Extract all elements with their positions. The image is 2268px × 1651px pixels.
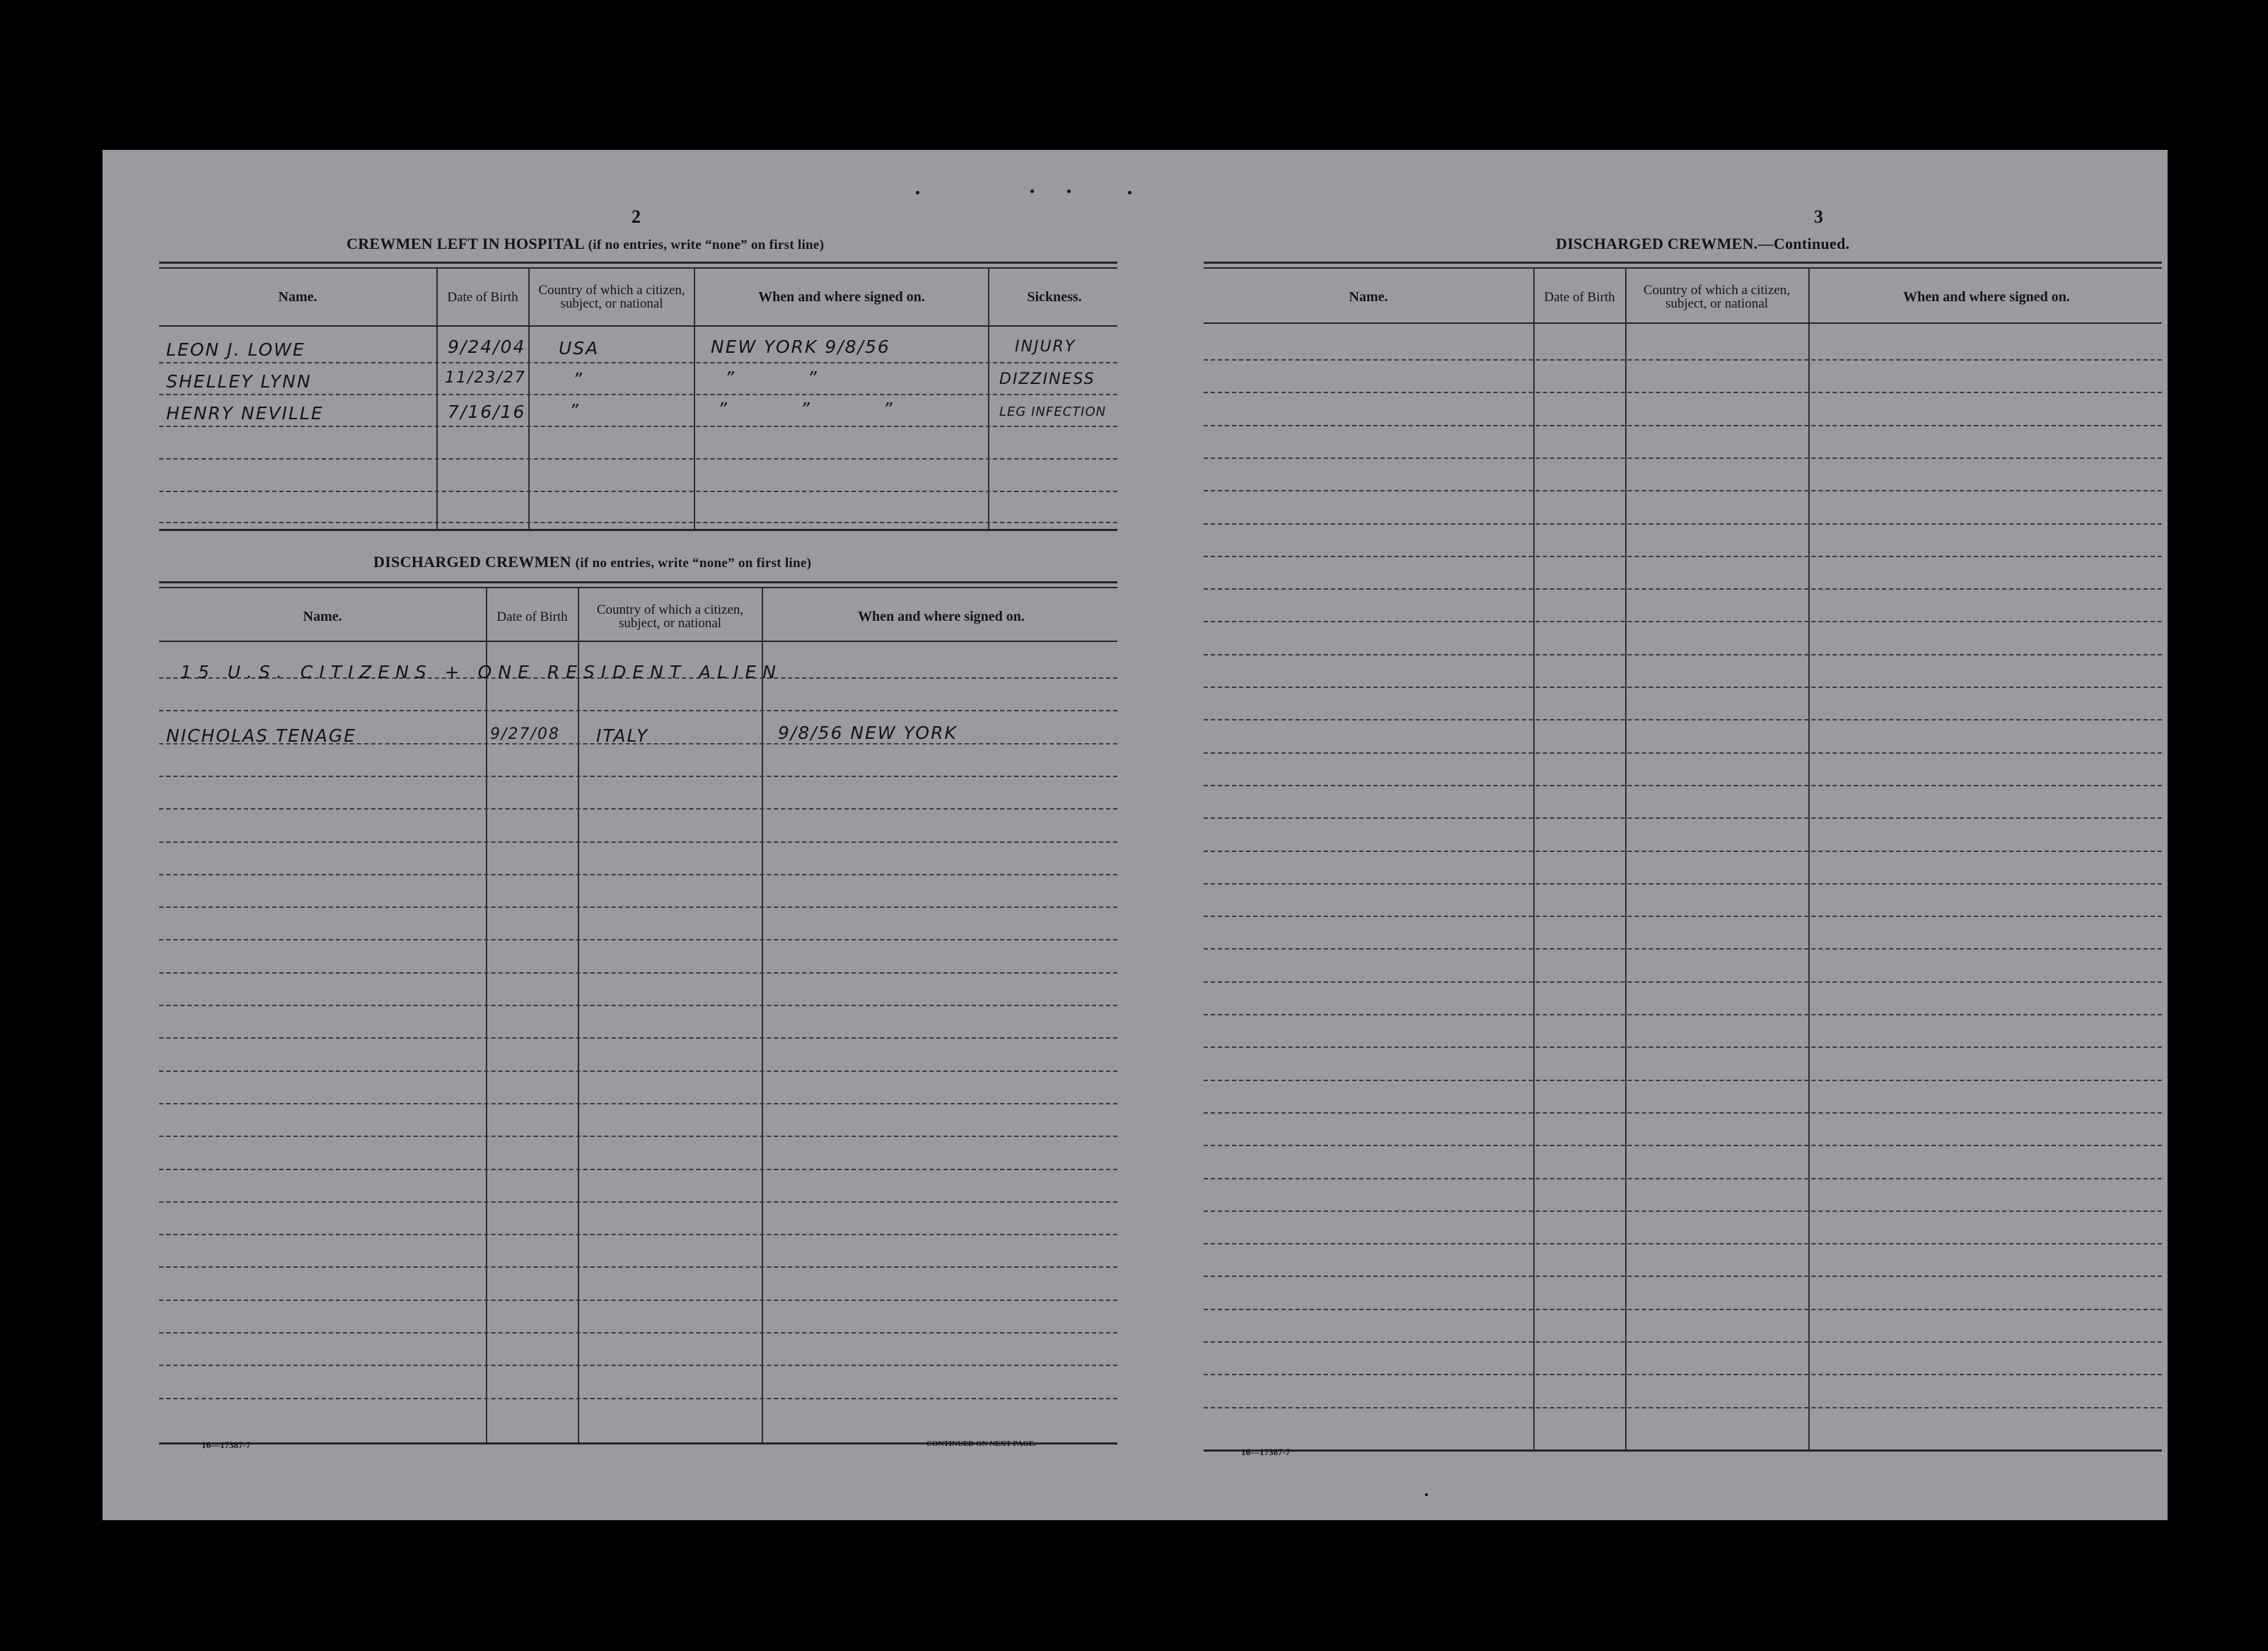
- ruled-line: [159, 939, 1117, 940]
- hospital-entry-signed-on: ” ” ”: [718, 399, 926, 419]
- discharged-note-line: 15 U.S. CITIZENS + ONE RESIDENT ALIEN: [180, 662, 782, 682]
- hospital-title-text: CREWMEN LEFT IN HOSPITAL: [347, 235, 584, 252]
- discharged-header-dob: Date of Birth: [496, 609, 568, 624]
- hospital-header-sickness: Sickness.: [1027, 289, 1082, 305]
- ruled-line: [159, 1169, 1117, 1170]
- ruled-line: [159, 1005, 1117, 1006]
- ruled-line: [159, 776, 1117, 777]
- hospital-row-line: [159, 458, 1117, 460]
- discharged-entry-country: ITALY: [596, 725, 649, 746]
- ruled-line: [1204, 687, 2162, 688]
- discharged-entry-dob: 9/27/08: [490, 725, 560, 743]
- page-number: 2: [632, 206, 641, 227]
- ruled-line: [1204, 1014, 2162, 1015]
- ruled-line: [159, 1201, 1117, 1203]
- continued-col-divider: [1808, 269, 1810, 1451]
- page-number: 3: [1814, 206, 1823, 227]
- hospital-entry-name: HENRY NEVILLE: [166, 403, 324, 424]
- ruled-line: [1204, 1145, 2162, 1146]
- hospital-header-name: Name.: [278, 289, 318, 305]
- ruled-line: [159, 1103, 1117, 1104]
- scan-speck: [1067, 189, 1071, 193]
- ruled-line: [1204, 1178, 2162, 1179]
- scan-speck: [1425, 1493, 1428, 1496]
- ruled-line: [1204, 1243, 2162, 1244]
- continued-header-signed-on: When and where signed on.: [1903, 289, 2070, 305]
- ruled-line: [1204, 588, 2162, 590]
- left-page: [103, 150, 1135, 1520]
- continued-col-divider: [1533, 269, 1535, 1451]
- hospital-entry-signed-on: ” ”: [725, 368, 851, 388]
- ruled-line: [1204, 621, 2162, 622]
- hospital-top-rule: [159, 262, 1117, 264]
- discharged-col-divider: [762, 588, 763, 1444]
- scan-speck: [916, 191, 919, 194]
- hospital-section-title: [347, 235, 824, 253]
- discharged-entry-signed-on: 9/8/56 NEW YORK: [778, 723, 958, 743]
- ruled-line: [159, 1365, 1117, 1366]
- continued-col-divider: [1625, 269, 1627, 1451]
- discharged-header-rule: [159, 641, 1117, 642]
- ruled-line: [1204, 425, 2162, 426]
- ruled-line: [159, 1234, 1117, 1235]
- hospital-entry-dob: 11/23/27: [445, 369, 526, 387]
- ruled-line: [1204, 654, 2162, 655]
- ruled-line: [159, 972, 1117, 974]
- ruled-line: [1204, 1080, 2162, 1081]
- ruled-line: [1204, 556, 2162, 557]
- discharged-top-rule: [159, 581, 1117, 583]
- ruled-line: [159, 1070, 1117, 1072]
- hospital-entry-country: USA: [559, 338, 600, 358]
- ruled-line: [1204, 851, 2162, 852]
- continued-header-dob: Date of Birth: [1544, 289, 1615, 305]
- form-number: 16—17387-7: [202, 1440, 251, 1450]
- continued-header-rule: [1204, 322, 2162, 324]
- continued-bottom-rule: [1204, 1449, 2162, 1452]
- continued-top-rule: [1204, 262, 2162, 264]
- discharged-header-name: Name.: [303, 609, 342, 624]
- ruled-line: [1204, 981, 2162, 983]
- ruled-line: [159, 808, 1117, 810]
- hospital-entry-country: ”: [573, 369, 583, 390]
- scanned-form-spread: [103, 150, 2168, 1520]
- hospital-header-country: Country of which a citizen, subject, or national: [538, 283, 685, 311]
- continued-note: CONTINUED ON NEXT PAGE.: [926, 1440, 1036, 1448]
- discharged-continued-title: DISCHARGED CREWMEN.—Continued.: [1556, 235, 1850, 252]
- right-page: [1135, 150, 2168, 1520]
- ruled-line: [1204, 1112, 2162, 1114]
- hospital-entry-dob: 7/16/16: [448, 402, 526, 422]
- ruled-line: [1204, 1341, 2162, 1343]
- hospital-header-signed-on: When and where signed on.: [758, 289, 925, 305]
- discharged-title-text: DISCHARGED CREWMEN: [373, 553, 571, 571]
- hospital-header-dob: Date of Birth: [447, 289, 518, 305]
- ruled-line: [159, 874, 1117, 875]
- ruled-line: [159, 1332, 1117, 1334]
- ruled-line: [159, 1136, 1117, 1137]
- ruled-line: [1204, 1309, 2162, 1310]
- hospital-entry-sickness: DIZZINESS: [999, 371, 1095, 388]
- hospital-row-line: [159, 426, 1117, 427]
- ruled-line: [159, 1037, 1117, 1039]
- scan-speck: [1128, 191, 1132, 194]
- ruled-line: [1204, 1210, 2162, 1212]
- hospital-row-line: [159, 362, 1117, 363]
- ruled-line: [1204, 883, 2162, 885]
- hospital-bottom-rule: [159, 529, 1117, 531]
- discharged-section-title: [373, 553, 811, 571]
- ruled-line: [1204, 719, 2162, 721]
- ruled-line: [1204, 1374, 2162, 1375]
- hospital-entry-sickness: LEG INFECTION: [999, 404, 1107, 419]
- discharged-col-divider: [486, 588, 487, 1444]
- continued-header-country: Country of which a citizen, subject, or national: [1643, 283, 1791, 311]
- discharged-title-note: (if no entries, write “none” on first line): [575, 556, 812, 571]
- ruled-line: [1204, 359, 2162, 361]
- ruled-line: [1204, 392, 2162, 393]
- hospital-entry-sickness: INJURY: [1015, 338, 1076, 356]
- discharged-header-signed-on: When and where signed on.: [858, 609, 1025, 624]
- hospital-entry-signed-on: NEW YORK 9/8/56: [711, 337, 890, 357]
- ruled-line: [1204, 490, 2162, 491]
- ruled-line: [159, 841, 1117, 843]
- hospital-entry-name: LEON J. LOWE: [166, 339, 306, 360]
- ruled-line: [1204, 1276, 2162, 1277]
- ruled-line: [1204, 785, 2162, 786]
- ruled-line: [159, 1266, 1117, 1268]
- hospital-entry-name: SHELLEY LYNN: [166, 371, 312, 392]
- ruled-line: [159, 710, 1117, 711]
- hospital-title-note: (if no entries, write “none” on first line): [588, 238, 825, 252]
- ruled-line: [1204, 817, 2162, 819]
- ruled-line: [1204, 1046, 2162, 1048]
- hospital-entry-dob: 9/24/04: [448, 337, 526, 357]
- ruled-line: [1204, 752, 2162, 754]
- ruled-line: [159, 906, 1117, 908]
- ruled-line: [1204, 1407, 2162, 1408]
- ruled-line: [1204, 457, 2162, 459]
- ruled-line: [1204, 916, 2162, 917]
- form-number: 16—17387-7: [1241, 1447, 1291, 1457]
- discharged-header-country: Country of which a citizen, subject, or national: [596, 602, 744, 631]
- continued-header-name: Name.: [1349, 289, 1388, 305]
- hospital-row-line: [159, 394, 1117, 395]
- ruled-line: [1204, 523, 2162, 525]
- ruled-line: [159, 1300, 1117, 1301]
- discharged-col-divider: [578, 588, 579, 1444]
- ruled-line: [159, 1398, 1117, 1399]
- hospital-row-line: [159, 522, 1117, 523]
- hospital-row-line: [159, 491, 1117, 492]
- hospital-entry-country: ”: [569, 400, 580, 421]
- discharged-entry-name: NICHOLAS TENAGE: [166, 725, 356, 746]
- ruled-line: [1204, 948, 2162, 950]
- hospital-header-rule: [159, 325, 1117, 327]
- scan-speck: [1030, 189, 1034, 193]
